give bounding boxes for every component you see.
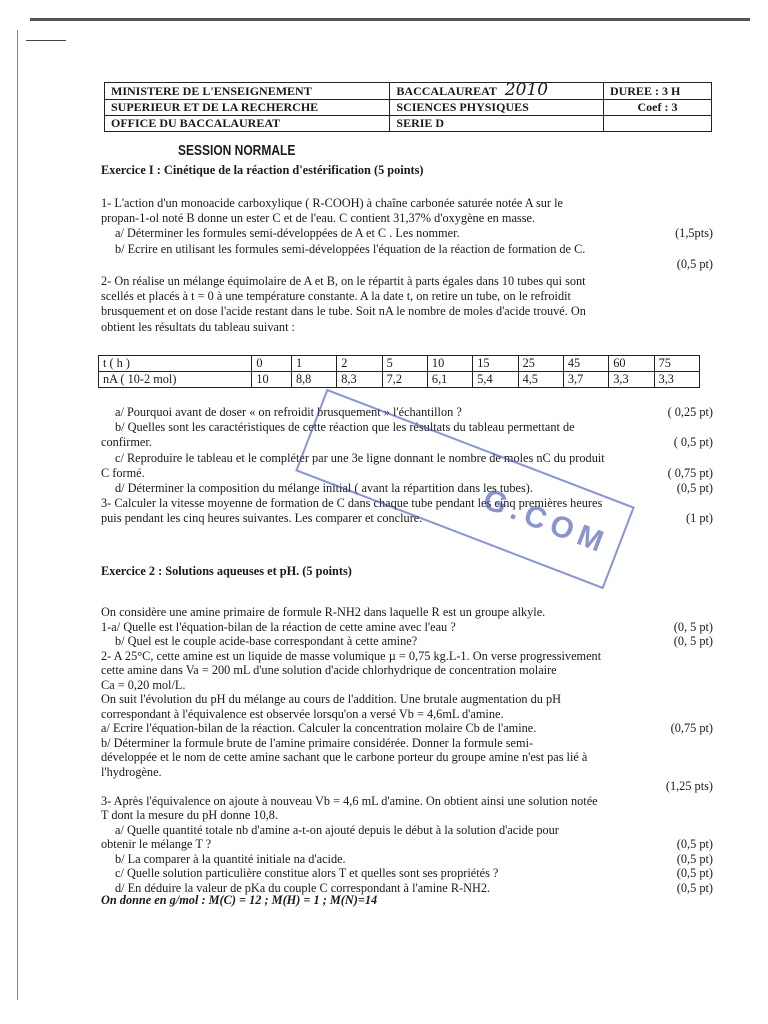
exercise-1-part1: 1- L'action d'un monoacide carboxylique ( R-COOH) à chaîne carbonée saturée notée A sur le propan-1-ol noté B donne un ester C et de l'eau. C contient 31,37% d'oxygène en masse. a/ Déterminer les formules semi-développées de A et C . Les nommer. (1,5pts) b/ Ecrire en utilisant les formules semi-développées l'équation de la réaction de formation de C. (0,5 pt) bbox=[101, 196, 713, 271]
table-cell: 3,7 bbox=[563, 372, 608, 388]
exam-header-table bbox=[104, 82, 712, 132]
header-middle-1: BACCALAUREAT 2010 bbox=[390, 83, 604, 100]
table-cell: 5 bbox=[382, 356, 427, 372]
header-right-3 bbox=[603, 116, 711, 132]
table-cell: 4,5 bbox=[518, 372, 563, 388]
pen-mark bbox=[26, 40, 66, 41]
table-cell: 3,3 bbox=[654, 372, 699, 388]
table-row-time bbox=[99, 356, 700, 372]
header-right-1: DUREE : 3 H bbox=[603, 83, 711, 100]
header-middle-3: SERIE D bbox=[390, 116, 604, 132]
table-cell: 10 bbox=[252, 372, 292, 388]
scan-edge-line bbox=[30, 18, 750, 21]
table-cell: 25 bbox=[518, 356, 563, 372]
exercise-1-part2: 2- On réalise un mélange équimolaire de A et B, on le répartit à parts égales dans 10 tubes qui sont scellés et placés à t = 0 à une température constante. A la date t, on retire un tube, on le refroidit brusquement et on dose l'acide restant dans le tube. Soit nA le nombre de moles d'acide trouvé. On obtient les résultats du tableau suivant : bbox=[101, 274, 586, 334]
exercise-1-questions: a/ Pourquoi avant de doser « on refroidit brusquement » l'échantillon ? ( 0,25 pt) b/ Quelles sont les caractéristiques de cette réaction que les résultats du tableau permettant de confirmer. ( 0,5 pt) c/ Reproduire le tableau et le compléter par une 3e ligne donnant le nombre de moles nC du produit C formé. ( 0,75 pt) d/ Déterminer la composition du mélange initial ( avant la répartition dans les tubes). (0,5 pt) 3- Calculer la vitesse moyenne de formation de C dans chaque tube pendant les cinq premières heures puis pendant les cinq heures suivantes. Les comparer et conclure. (1 pt) bbox=[101, 405, 713, 526]
table-cell: 60 bbox=[609, 356, 654, 372]
table-cell: 8,8 bbox=[291, 372, 336, 388]
table-cell: 10 bbox=[427, 356, 472, 372]
header-left-2: SUPERIEUR ET DE LA RECHERCHE bbox=[105, 100, 390, 116]
table-cell: 45 bbox=[563, 356, 608, 372]
handwritten-year: 2010 bbox=[504, 80, 549, 100]
session-title: SESSION NORMALE bbox=[178, 142, 296, 159]
table-cell: 7,2 bbox=[382, 372, 427, 388]
table-cell: 0 bbox=[252, 356, 292, 372]
table-row-moles bbox=[99, 372, 700, 388]
table-cell: 3,3 bbox=[609, 372, 654, 388]
table-cell: 1 bbox=[291, 356, 336, 372]
table-row-label: t ( h ) bbox=[99, 356, 252, 372]
table-cell: 8,3 bbox=[337, 372, 382, 388]
exercise-2-body: On considère une amine primaire de formule R-NH2 dans laquelle R est un groupe alkyle. 1-a/ Quelle est l'équation-bilan de la réaction de cette amine avec l'eau ? (0, 5 pt) b/ Quel est le couple acide-base correspondant à cette amine? (0, 5 pt) 2- A 25°C, cette amine est un liquide de masse volumique µ = 0,75 kg.L-1. On verse progressivement cette amine dans Va = 200 mL d'une solution d'acide chlorhydrique de concentration molaire Ca = 0,20 mol/L. On suit l'évolution du pH du mélange au cours de l'addition. Une brutale augmentation du pH correspondant à l'équivalence est observée lorsqu'on a versé Vb = 4,6mL d'amine. a/ Ecrire l'équation-bilan de la réaction. Calculer la concentration molaire Cb de l'amine. (0,75 pt) b/ Déterminer la formule brute de l'amine primaire considérée. Donner la formule semi- développée et le nom de cette amine sachant que le carbone porteur du groupe amine n'est pas lié à l'hydrogène. (1,25 pts) 3- Après l'équivalence on ajoute à nouveau Vb = 4,6 mL d'amine. On obtient ainsi une solution notée T dont la mesure du pH donne 10,8. a/ Quelle quantité totale nb d'amine a-t-on ajouté depuis le début à la solution d'acide pour obtenir le mélange T ? (0,5 pt) b/ La comparer à la quantité initiale na d'acide. (0,5 pt) c/ Quelle solution particulière constitue alors T et quelles sont ses propriétés ? (0,5 pt) d/ En déduire la valeur de pKa du couple C correspondant à l'amine R-NH2. (0,5 pt) bbox=[101, 605, 713, 895]
table-row-label: nA ( 10-2 mol) bbox=[99, 372, 252, 388]
table-cell: 2 bbox=[337, 356, 382, 372]
exercise-2-title: Exercice 2 : Solutions aqueuses et pH. (5 points) bbox=[101, 564, 352, 578]
table-cell: 75 bbox=[654, 356, 699, 372]
table-cell: 6,1 bbox=[427, 372, 472, 388]
kinetics-table bbox=[98, 355, 700, 388]
table-cell: 15 bbox=[473, 356, 518, 372]
header-middle-2: SCIENCES PHYSIQUES bbox=[390, 100, 604, 116]
exercise-1-title: Exercice I : Cinétique de la réaction d'estérification (5 points) bbox=[101, 163, 424, 177]
stamp: G.COM bbox=[295, 389, 635, 589]
molar-mass-footer: On donne en g/mol : M(C) = 12 ; M(H) = 1 ; M(N)=14 bbox=[101, 893, 378, 907]
header-left-1: MINISTERE DE L'ENSEIGNEMENT bbox=[105, 83, 390, 100]
table-cell: 5,4 bbox=[473, 372, 518, 388]
header-left-3: OFFICE DU BACCALAUREAT bbox=[105, 116, 390, 132]
header-right-2: Coef : 3 bbox=[603, 100, 711, 116]
margin-line bbox=[17, 30, 18, 1000]
